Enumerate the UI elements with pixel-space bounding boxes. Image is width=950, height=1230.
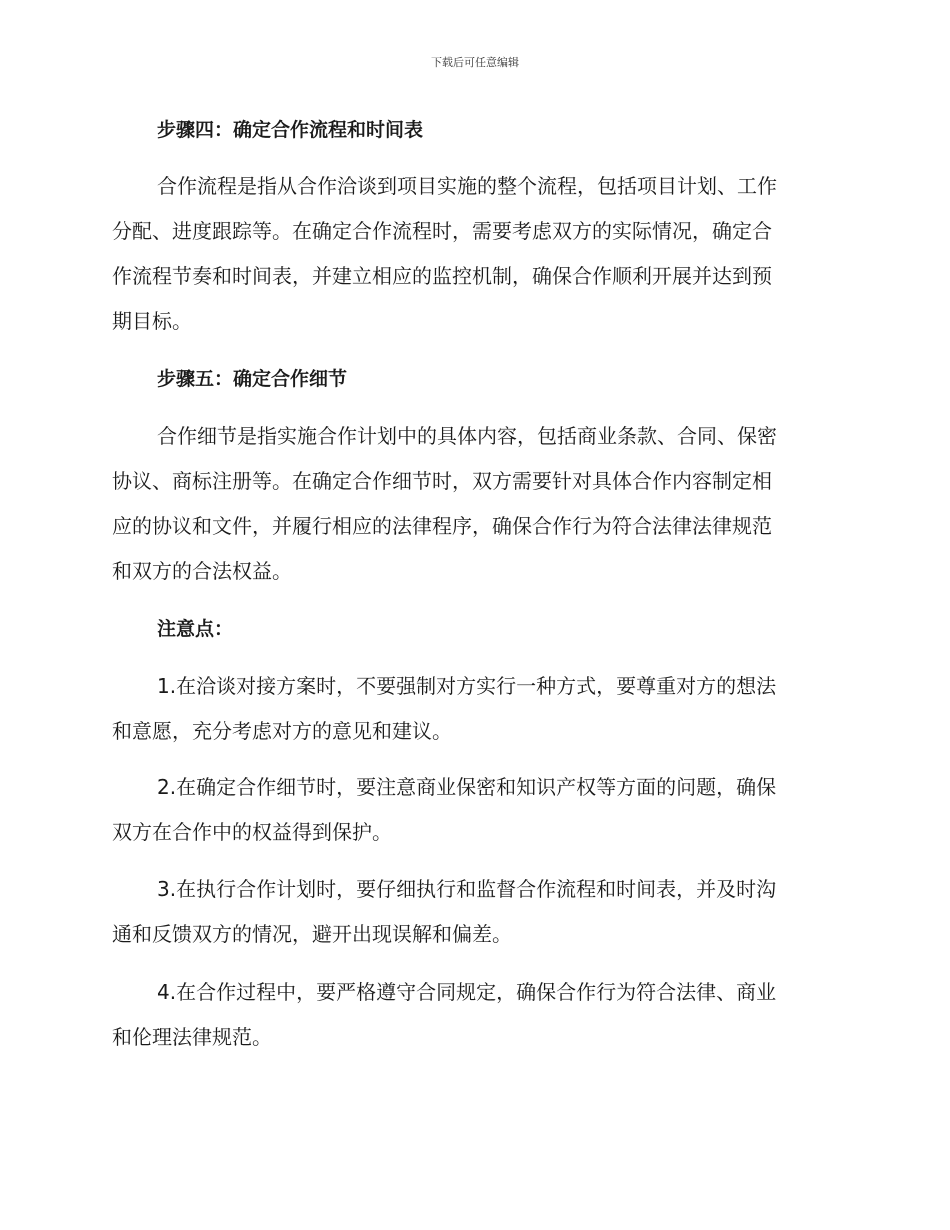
note-line: 和意愿，充分考虑对方的意见和建议。 [112,719,452,743]
note-item-3 [112,867,832,957]
note-line: 双方在合作中的权益得到保护。 [112,820,392,844]
paragraph-line: 作流程节奏和时间表，并建立相应的监控机制，确保合作顺利开展并达到预 [112,264,772,288]
note-line: 4.在合作过程中，要严格遵守合同规定，确保合作行为符合法律、商业 [157,980,777,1004]
note-item-2 [112,765,832,855]
step5-heading: 步骤五：确定合作细节 [157,368,348,390]
note-line: 3.在执行合作计划时，要仔细执行和监督合作流程和时间表，并及时沟 [157,877,777,901]
note-item-1 [112,664,832,754]
note-line: 和伦理法律规范。 [112,1025,272,1049]
note-line: 通和反馈双方的情况，避开出现误解和偏差。 [112,922,512,946]
paragraph-line: 期目标。 [112,309,192,333]
notes-heading: 注意点： [157,618,234,640]
paragraph-line: 协议、商标注册等。在确定合作细节时，双方需要针对具体合作内容制定相 [112,469,772,493]
step5-paragraph [112,414,832,594]
note-line: 2.在确定合作细节时，要注意商业保密和知识产权等方面的问题，确保 [157,775,777,799]
paragraph-line: 合作流程是指从合作洽谈到项目实施的整个流程，包括项目计划、工作 [157,174,777,198]
note-item-4 [112,970,832,1060]
paragraph-line: 应的协议和文件，并履行相应的法律程序，确保合作行为符合法律法律规范 [112,514,772,538]
paragraph-line: 合作细节是指实施合作计划中的具体内容，包括商业条款、合同、保密 [157,424,777,448]
page-header-note: 下载后可任意编辑 [431,56,519,69]
step4-heading: 步骤四：确定合作流程和时间表 [157,119,424,141]
paragraph-line: 和双方的合法权益。 [112,559,292,583]
step4-paragraph [112,164,832,344]
paragraph-line: 分配、进度跟踪等。在确定合作流程时，需要考虑双方的实际情况，确定合 [112,219,772,243]
note-line: 1.在洽谈对接方案时，不要强制对方实行一种方式，要尊重对方的想法 [157,674,777,698]
